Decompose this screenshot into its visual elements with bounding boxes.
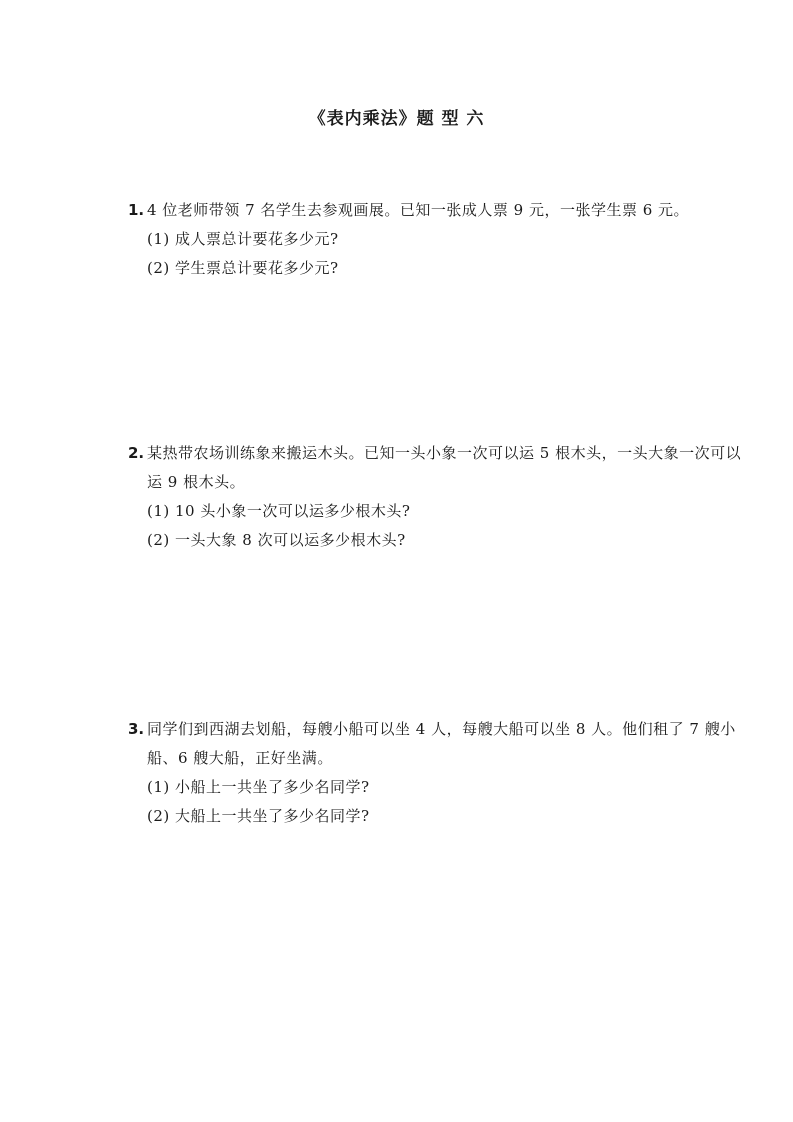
problem-text: 4 位老师带领 7 名学生去参观画展。已知一张成人票 9 元，一张学生票 6 元。	[147, 201, 690, 219]
sub-question: (2) 大船上一共坐了多少名同学?	[147, 807, 370, 825]
problem-number: 2.	[128, 444, 145, 462]
problem-3	[128, 715, 748, 831]
problem-number: 3.	[128, 720, 145, 738]
problem-text: 某热带农场训练象来搬运木头。已知一头小象一次可以运 5 根木头，一头大象一次可以运 9 根木头。	[147, 444, 742, 491]
sub-question: (1) 10 头小象一次可以运多少根木头?	[147, 502, 411, 520]
sub-question: (2) 一头大象 8 次可以运多少根木头?	[147, 531, 406, 549]
problem-3-stem	[128, 715, 748, 773]
problem-text: 同学们到西湖去划船，每艘小船可以坐 4 人，每艘大船可以坐 8 人。他们租了 7 艘小船、6 艘大船，正好坐满。	[147, 720, 736, 767]
problem-1-stem	[128, 196, 748, 225]
sub-question: (1) 小船上一共坐了多少名同学?	[147, 778, 370, 796]
problem-2-stem	[128, 439, 748, 497]
sub-question: (1) 成人票总计要花多少元?	[147, 230, 339, 248]
problem-2	[128, 439, 748, 555]
sub-question: (2) 学生票总计要花多少元?	[147, 259, 339, 277]
problem-number: 1.	[128, 201, 145, 219]
problem-1	[128, 196, 748, 283]
page-title: 《表内乘法》题 型 六	[308, 109, 485, 129]
